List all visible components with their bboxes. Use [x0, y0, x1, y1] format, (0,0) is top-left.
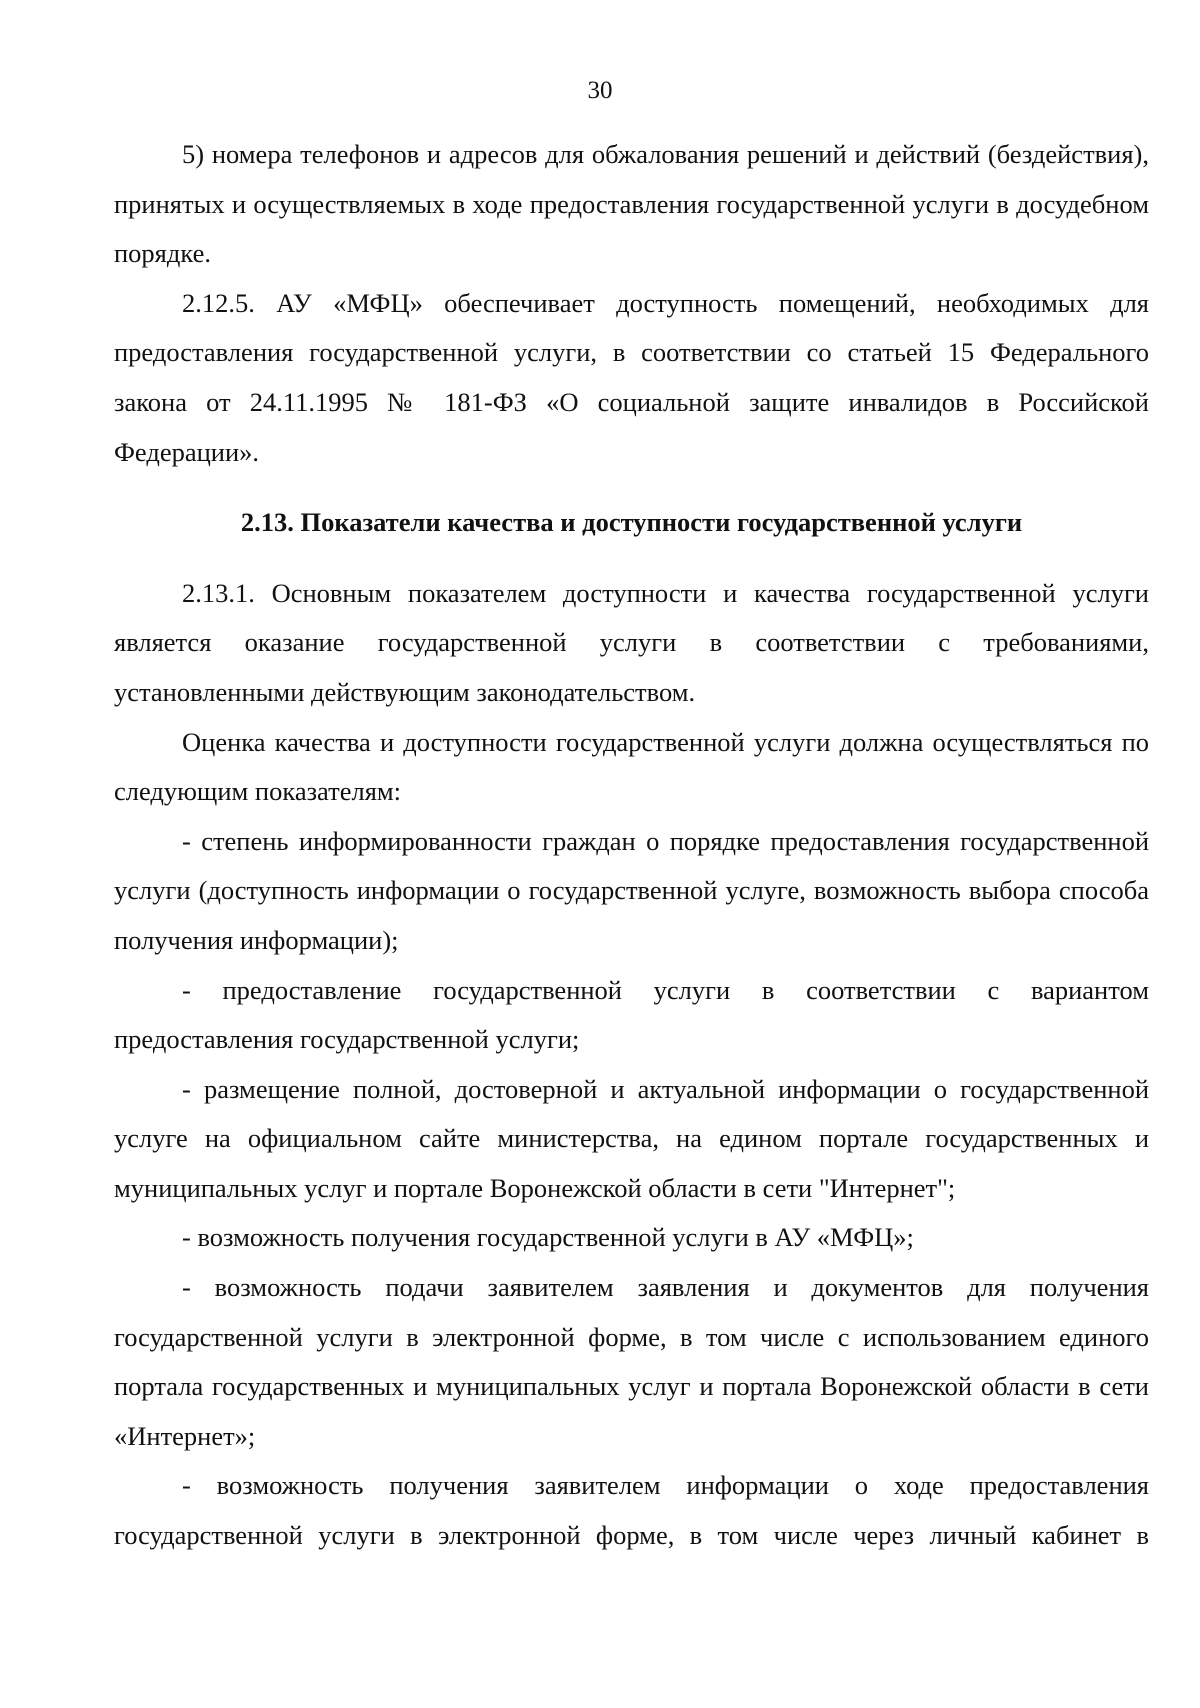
paragraph-item-5-contacts: 5) номера телефонов и адресов для обжалования решений и действий (бездействия), принятых и осуществляемых в ходе предоставления государственной услуги в досудебном порядке.	[114, 139, 1149, 269]
document-body	[114, 130, 1149, 1561]
list-item-information-placement: - размещение полной, достоверной и актуальной информации о государственной услуге на официальном сайте министерства, на едином портале государственных и муниципальных услуг и портале Воронежской области в сети "Интернет";	[114, 1073, 1149, 1203]
page-number: 30	[587, 77, 613, 104]
list-item-provision-variant: - предоставление государственной услуги в соответствии с вариантом предоставления государственной услуги;	[114, 974, 1149, 1055]
paragraph-2-13-1: 2.13.1. Основным показателем доступности и качества государственной услуги является оказание государственной услуги в соответствии с требованиями, установленными действующим законодательством.	[114, 577, 1149, 707]
list-item-awareness: - степень информированности граждан о порядке предоставления государственной услуги (доступность информации о государственной услуге, возможность выбора способа получения информации);	[114, 825, 1149, 955]
list-item-electronic-submission: - возможность подачи заявителем заявления и документов для получения государственной услуги в электронной форме, в том числе с использованием единого портала государственных и муниципальных услуг и портала Воронежской области в сети «Интернет»;	[114, 1272, 1149, 1451]
paragraph-2-12-5: 2.12.5. АУ «МФЦ» обеспечивает доступность помещений, необходимых для предоставления государственной услуги, в соответствии со статьей 15 Федерального закона от 24.11.1995 № 181-ФЗ «О социальной защите инвалидов в Российской Федерации».	[114, 287, 1149, 467]
paragraph-quality-assessment-intro: Оценка качества и доступности государственной услуги должна осуществляться по следующим показателям:	[114, 726, 1149, 807]
list-item-electronic-status: - возможность получения заявителем информации о ходе предоставления государственной услуги в электронной форме, в том числе через личный кабинет в	[114, 1470, 1149, 1551]
section-heading-2-13: 2.13. Показатели качества и доступности государственной услуги	[240, 507, 1023, 538]
list-item-mfc-availability: - возможность получения государственной услуги в АУ «МФЦ»;	[182, 1222, 914, 1253]
